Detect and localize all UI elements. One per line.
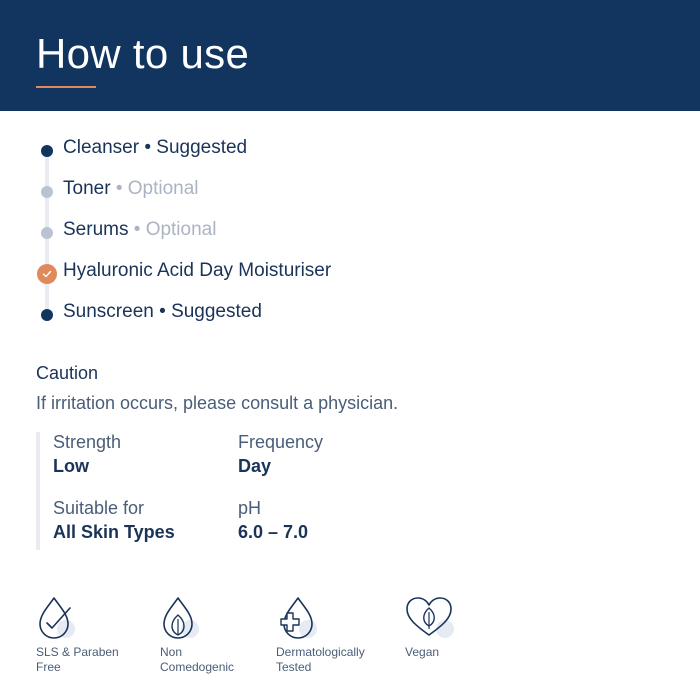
step-separator: • — [133, 219, 141, 240]
header-banner — [0, 0, 700, 111]
badge-dermatologically-tested — [276, 595, 365, 675]
badge-label: SLS & Paraben Free — [36, 645, 119, 674]
sls-paraben-free-icon — [36, 595, 80, 643]
step-current-product — [36, 254, 636, 295]
step-tag: Optional — [127, 178, 199, 199]
step-name: Hyaluronic Acid Day Moisturiser — [63, 260, 332, 281]
step-dot-icon — [41, 309, 53, 321]
step-tag: Optional — [145, 219, 217, 240]
badge-label: Non Comedogenic — [160, 645, 235, 674]
caution-text: If irritation occurs, please consult a physician. — [36, 393, 399, 413]
spec-label: Strength — [53, 432, 122, 452]
step-separator: • — [115, 178, 123, 199]
vegan-icon — [405, 595, 457, 643]
spec-label: Suitable for — [53, 498, 145, 518]
spec-frequency — [238, 432, 323, 477]
step-tag: Suggested — [156, 137, 248, 158]
spec-value: Low — [53, 456, 89, 476]
step-name: Cleanser — [63, 137, 140, 158]
caution-title: Caution — [36, 363, 99, 383]
step-tag: Suggested — [171, 301, 262, 322]
spec-ph — [238, 498, 308, 543]
routine-steps — [36, 131, 636, 336]
non-comedogenic-icon — [160, 595, 204, 643]
spec-label: Frequency — [238, 432, 324, 452]
step-separator: • — [159, 301, 166, 322]
step-name: Sunscreen — [63, 301, 154, 322]
step-name: Toner — [63, 178, 111, 199]
dermatologically-tested-icon — [276, 595, 320, 643]
step-sunscreen — [36, 295, 636, 336]
spec-value: All Skin Types — [53, 522, 175, 542]
spec-label: pH — [238, 498, 262, 518]
title-underline — [36, 86, 96, 88]
step-separator: • — [144, 137, 151, 158]
badge-vegan — [405, 595, 457, 660]
spec-strength — [53, 432, 121, 477]
step-dot-icon — [41, 227, 53, 239]
step-serums — [36, 213, 636, 254]
step-name: Serums — [63, 219, 129, 240]
check-icon — [37, 264, 57, 284]
page-title: How to use — [36, 30, 250, 77]
badge-sls-paraben-free — [36, 595, 119, 675]
step-toner — [36, 172, 636, 213]
product-specs — [36, 432, 456, 550]
step-dot-icon — [41, 186, 53, 198]
spec-value: Day — [238, 456, 272, 476]
badge-label: Vegan — [405, 645, 440, 659]
product-badges — [36, 595, 676, 685]
step-dot-icon — [41, 145, 53, 157]
badge-non-comedogenic — [160, 595, 234, 675]
step-cleanser — [36, 131, 636, 172]
spec-suitable-for — [53, 498, 175, 543]
badge-label: Dermatologically Tested — [276, 645, 365, 674]
spec-value: 6.0 – 7.0 — [238, 522, 309, 542]
